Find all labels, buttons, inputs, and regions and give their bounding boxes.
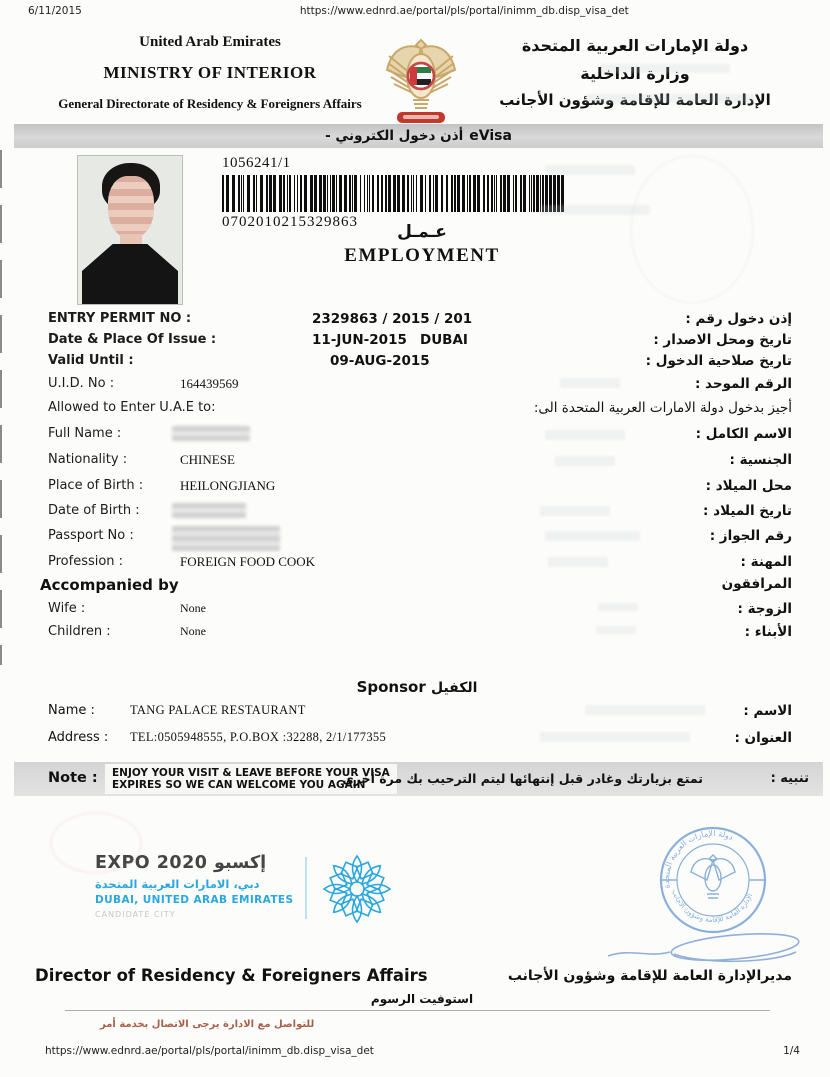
field-label-arabic: رقم الجواز : [709, 528, 792, 544]
sponsor-address-value: TEL:0505948555, P.O.BOX :32288, 2/1/177355 [130, 730, 387, 744]
sponsor-name-value: TANG PALACE RESTAURANT [130, 703, 306, 717]
note-text-line1: ENJOY YOUR VISIT & LEAVE BEFORE YOUR VISA [112, 767, 390, 779]
field-label-arabic: الرقم الموحد : [694, 376, 792, 392]
country-name-arabic: دولة الإمارات العربية المتحدة [521, 36, 749, 55]
photo-shirt [82, 244, 178, 304]
field-label-arabic: المهنة : [740, 554, 792, 570]
stamp-ring-text-top: دولة الإمارات العربية المتحدة [661, 828, 735, 890]
sponsor-address-label: Address : [48, 730, 109, 745]
bleed-through-ghost [585, 94, 755, 103]
bleed-through-ghost [540, 732, 690, 742]
letterhead-english [30, 34, 390, 112]
redacted-value [172, 503, 246, 518]
expo-title: EXPO 2020 إكسبو [95, 853, 267, 873]
directorate-name: General Directorate of Residency & Foreigners Affairs [58, 96, 362, 111]
field-label-arabic: تاريخ صلاحية الدخول : [645, 353, 792, 369]
sponsor-heading-arabic: الكفيل [430, 680, 478, 696]
field-label-arabic: الزوجة : [737, 601, 792, 617]
bleed-through-ghost [560, 378, 620, 388]
file-number: 1056241/1 [222, 155, 291, 171]
field-label: Valid Until : [48, 353, 134, 368]
field-label: Profession : [48, 554, 124, 569]
field-value: CHINESE [180, 452, 235, 467]
footer-divider [65, 1010, 770, 1011]
barcode-number: 0702010215329863 [222, 214, 358, 230]
print-url-bottom: https://www.ednrd.ae/portal/pls/portal/inimm_db.disp_visa_det [45, 1045, 374, 1057]
expo-rosette-icon [318, 850, 396, 932]
director-title-arabic: مديرالإدارة العامة للإقامة وشؤون الأجانب [507, 968, 792, 984]
print-url-top: https://www.ednrd.ae/portal/pls/portal/inimm_db.disp_visa_det [299, 5, 629, 17]
field-value: HEILONGJIANG [180, 478, 276, 493]
field-row-children [48, 624, 792, 644]
field-label: Date & Place Of Issue : [48, 332, 217, 347]
field-value: 09-AUG-2015 [330, 353, 430, 369]
field-value: FOREIGN FOOD COOK [180, 554, 316, 569]
evisa-banner-arabic: أذن دخول الكتروني - [325, 128, 464, 144]
sponsor-address-label-arabic: العنوان : [734, 730, 792, 746]
bleed-through-ghost [545, 430, 625, 440]
scan-edge-artifact [0, 150, 2, 665]
evisa-title-banner [14, 124, 823, 148]
accompanied-by-heading-arabic: المرافقون [721, 576, 792, 592]
accompanied-by-heading: Accompanied by [40, 576, 179, 594]
stamp-ring-text-bottom: الإدارة العامة للإقامة وشؤون الأجانب [670, 888, 755, 925]
visa-type [222, 222, 622, 267]
bleed-through-ghost [598, 603, 638, 611]
note-label-arabic: تنبيه : [770, 771, 809, 786]
bleed-through-ghost [585, 705, 705, 715]
expo-city-english: DUBAI, UNITED ARAB EMIRATES [95, 894, 294, 906]
field-value: 11-JUN-2015 [312, 332, 407, 348]
field-value: None [180, 624, 206, 638]
bleed-through-ghost [600, 64, 730, 73]
sponsor-name-label-arabic: الاسم : [743, 703, 792, 719]
field-row-wife [48, 601, 792, 621]
field-label-arabic: تاريخ ومحل الاصدار : [653, 332, 792, 348]
field-label: ENTRY PERMIT NO : [48, 311, 192, 326]
expo-candidate-city: CANDIDATE CITY [95, 910, 176, 919]
field-label: Passport No : [48, 528, 134, 543]
field-label-arabic: محل الميلاد : [705, 478, 792, 494]
field-value-place: DUBAI [420, 332, 468, 348]
field-label-arabic: الاسم الكامل : [695, 426, 792, 442]
print-date: 6/11/2015 [28, 5, 82, 17]
field-row-uid-no [48, 376, 792, 396]
applicant-photo [77, 155, 183, 305]
bleed-through-ghost [548, 557, 608, 567]
field-row-full-name [48, 426, 792, 446]
barcode [222, 175, 578, 212]
sponsor-heading [222, 678, 622, 696]
sponsor-heading-english: Sponsor [356, 678, 426, 696]
field-label: Full Name : [48, 426, 122, 441]
bleed-through-ghost [545, 531, 640, 541]
field-label: Date of Birth : [48, 503, 140, 518]
sponsor-name-label: Name : [48, 703, 95, 718]
visa-type-english: EMPLOYMENT [344, 245, 500, 266]
field-row-valid-until [48, 353, 792, 373]
bleed-through-stamp-ghost [50, 812, 142, 874]
field-label-arabic: الأبناء : [744, 624, 792, 640]
field-label: U.I.D. No : [48, 376, 115, 391]
field-row-place-of-birth [48, 478, 792, 498]
redacted-value [172, 526, 280, 551]
field-label: Children : [48, 624, 111, 639]
photo-pixelated-face [108, 176, 154, 238]
field-label-arabic: الجنسية : [729, 452, 792, 468]
field-label: Place of Birth : [48, 478, 144, 493]
field-row-date-place-of-issue [48, 332, 792, 352]
field-row-allowed-to-enter [48, 400, 792, 420]
field-value: 2329863 / 2015 / 201 [312, 311, 473, 327]
field-row-date-of-birth [48, 503, 792, 523]
field-label-arabic: إذن دخول رقم : [685, 311, 792, 327]
bleed-through-ghost-circle [630, 155, 754, 304]
page-number: 1/4 [783, 1045, 800, 1057]
expo-city-arabic: دبي، الامارات العربية المتحدة [95, 877, 260, 891]
contact-amer-text: للتواصل مع الادارة يرجى الاتصال بخدمة أمر [100, 1019, 315, 1030]
field-label: Allowed to Enter U.A.E to: [48, 400, 216, 415]
field-value: 164439569 [180, 376, 239, 391]
uae-falcon-emblem-icon [383, 36, 459, 130]
bleed-through-ghost [540, 506, 610, 516]
field-label: Wife : [48, 601, 86, 616]
field-row-passport-no [48, 528, 792, 548]
bleed-through-ghost [596, 626, 636, 634]
note-text-arabic: تمتع بزيارتك وغادر قبل إنتهائها ليتم الترحيب بك مرة أخرى [342, 771, 703, 786]
note-text-line2: EXPIRES SO WE CAN WELCOME YOU AGAIN [112, 779, 366, 791]
fees-collected-arabic: استوفيت الرسوم [370, 992, 474, 1006]
field-label: Nationality : [48, 452, 128, 467]
field-row-nationality [48, 452, 792, 472]
evisa-banner-latin: eVisa [469, 128, 512, 144]
country-name: United Arab Emirates [139, 34, 281, 50]
field-row-entry-permit-no [48, 311, 792, 331]
section-accompanied-by [40, 576, 792, 596]
field-value: None [180, 601, 206, 615]
field-row-profession [48, 554, 792, 574]
field-label-arabic: تاريخ الميلاد : [703, 503, 792, 519]
visa-type-arabic: عـمـل [397, 222, 447, 242]
directorate-name-arabic: الإدارة العامة للإقامة وشؤون الأجانب [499, 91, 771, 109]
expo-logo-divider [305, 857, 307, 919]
bleed-through-ghost [545, 165, 635, 175]
bleed-through-ghost [555, 456, 615, 466]
note-label: Note : [48, 770, 98, 786]
ministry-name-arabic: وزارة الداخلية [580, 64, 690, 83]
note-banner [14, 762, 823, 796]
ministry-name: MINISTRY OF INTERIOR [103, 63, 317, 82]
director-title-english: Director of Residency & Foreigners Affairs [35, 966, 428, 985]
redacted-value [172, 426, 250, 441]
field-label-arabic: أجيز بدخول دولة الامارات العربية المتحدة الى: [533, 400, 792, 416]
